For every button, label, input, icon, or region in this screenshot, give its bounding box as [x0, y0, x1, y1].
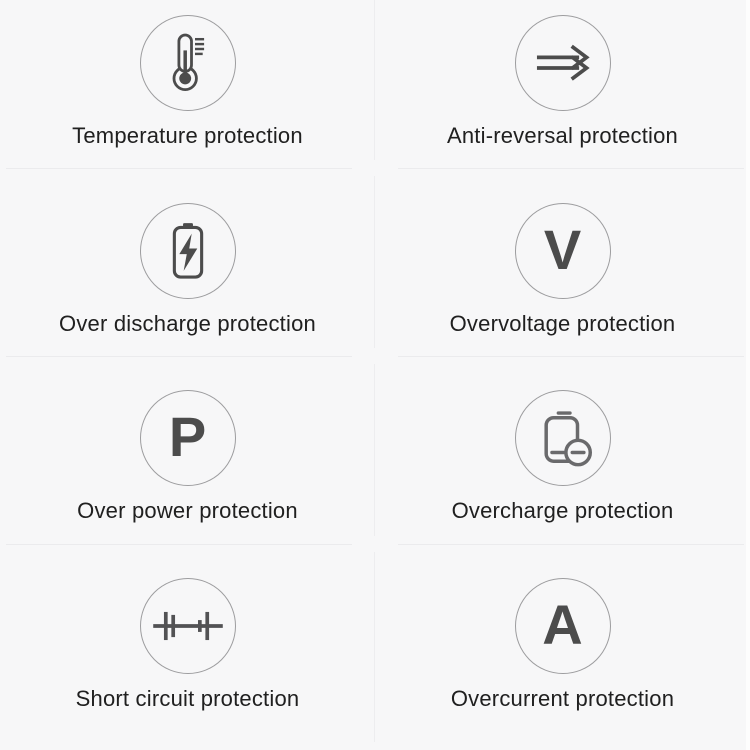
icon-circle — [140, 203, 236, 299]
icon-circle — [140, 390, 236, 486]
feature-card-short-circuit — [0, 563, 375, 750]
thermometer-icon — [153, 28, 223, 98]
feature-card-overvoltage — [375, 188, 750, 376]
feature-card-overcurrent — [375, 563, 750, 750]
letter-a-icon: A — [542, 592, 583, 656]
feature-label: Short circuit protection — [75, 685, 300, 711]
letter-p-icon: P — [168, 405, 207, 468]
icon-circle — [140, 578, 236, 674]
feature-label: Over power protection — [77, 498, 298, 523]
feature-label: Overvoltage protection — [449, 310, 676, 336]
icon-circle — [515, 15, 611, 111]
icon-circle — [515, 390, 611, 486]
icon-circle — [515, 203, 611, 299]
feature-card-over-discharge — [0, 188, 375, 376]
short-circuit-icon — [151, 589, 225, 663]
double-arrow-right-icon — [532, 32, 594, 94]
feature-label: Temperature protection — [72, 123, 303, 148]
icon-circle — [140, 15, 236, 111]
feature-label: Overcharge protection — [451, 498, 674, 523]
letter-v-icon: V — [543, 217, 582, 281]
feature-card-over-power — [0, 375, 375, 563]
feature-card-overcharge — [375, 375, 750, 563]
battery-minus-icon — [534, 409, 592, 467]
feature-label: Overcurrent protection — [450, 685, 675, 711]
feature-label: Anti-reversal protection — [446, 123, 678, 148]
feature-card-temperature — [0, 0, 375, 188]
feature-label: Over discharge protection — [59, 310, 316, 336]
icon-circle — [515, 578, 611, 674]
feature-card-anti-reversal — [375, 0, 750, 188]
battery-lightning-icon — [157, 220, 219, 282]
